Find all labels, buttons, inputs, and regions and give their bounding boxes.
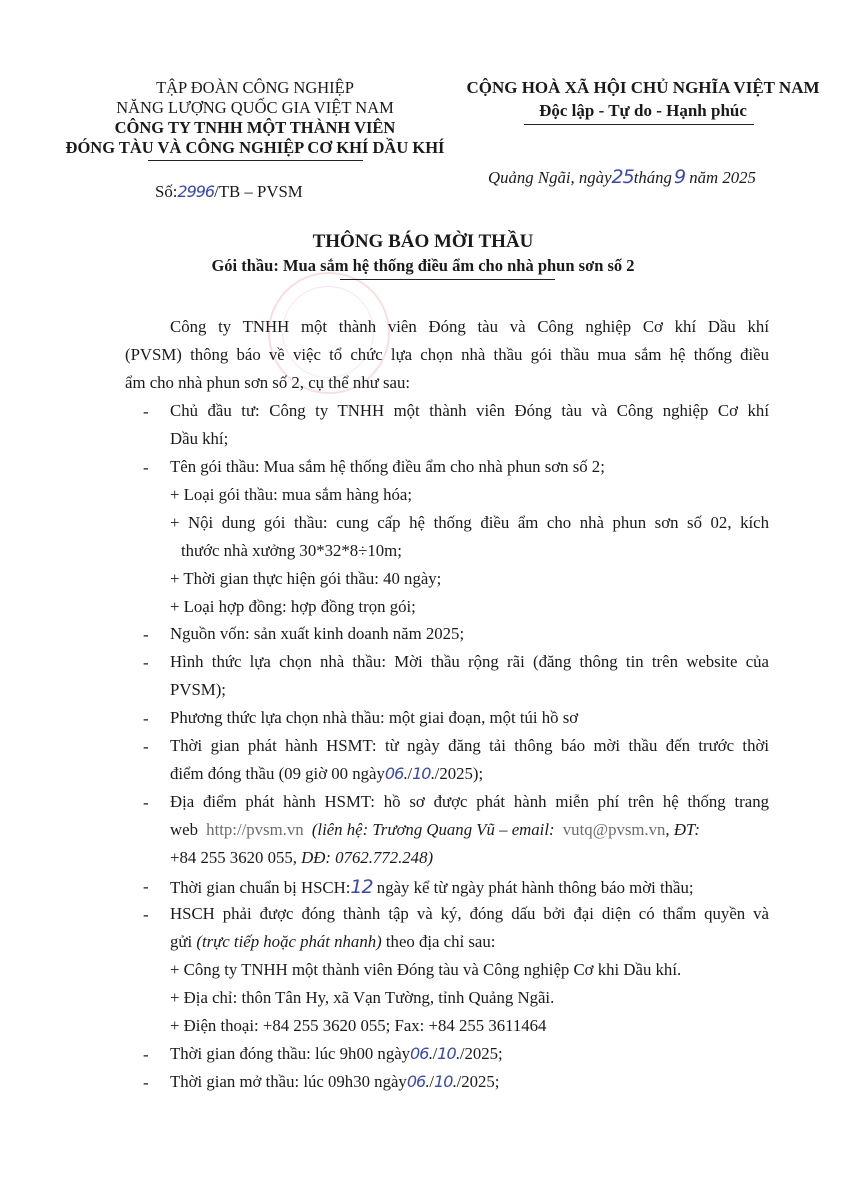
document-number-suffix: /TB – PVSM <box>214 182 303 201</box>
opening-date-year: ./2025; <box>452 1072 500 1091</box>
bullet-dash: - <box>143 653 149 672</box>
national-title: CỘNG HOÀ XÃ HỘI CHỦ NGHĨA VIỆT NAM <box>466 78 820 97</box>
issue-time-line-2 <box>170 764 483 784</box>
submission-send-label: gửi <box>170 932 193 951</box>
closing-date-separator: ./ <box>428 1044 438 1063</box>
national-header <box>448 78 838 121</box>
web-label: web <box>170 820 198 839</box>
org-parent-line2: NĂNG LƯỢNG QUỐC GIA VIỆT NAM <box>116 98 394 117</box>
prep-time-rest: ngày kể từ ngày phát hành thông báo mời thầu; <box>376 878 694 897</box>
org-header-underline <box>148 160 363 161</box>
org-header <box>60 78 450 158</box>
opening-time <box>170 1072 499 1092</box>
contact-text: (liên hệ: Trương Quang Vũ – email: <box>311 820 555 839</box>
selection-form-line-1: Hình thức lựa chọn nhà thầu: Mời thầu rộng rãi (đăng thông tin trên website của <box>170 652 769 671</box>
funding-source: Nguồn vốn: sản xuất kinh doanh năm 2025; <box>170 624 465 643</box>
closing-date-year: ./2025; <box>455 1044 503 1063</box>
opening-date-separator: ./ <box>425 1072 435 1091</box>
date-day-handwritten: 25 <box>611 166 634 188</box>
submission-method: (trực tiếp hoặc phát nhanh) <box>196 932 382 951</box>
org-parent-line1: TẬP ĐOÀN CÔNG NGHIỆP <box>156 78 354 97</box>
bullet-dash: - <box>143 402 149 421</box>
package-type: + Loại gói thầu: mua sắm hàng hóa; <box>170 485 413 504</box>
intro-line-1: Công ty TNHH một thành viên Đóng tàu và Công nghiệp Cơ khí Dầu khí <box>170 317 769 336</box>
contact-phone: +84 255 3620 055, <box>170 848 297 867</box>
contact-mobile: DĐ: 0762.772.248) <box>301 848 434 867</box>
date-month-handwritten: 9 <box>673 166 686 188</box>
prep-days-handwritten: 12 <box>350 876 373 898</box>
document-subtitle: Gói thầu: Mua sắm hệ thống điều ẩm cho nhà phun sơn số 2 <box>211 256 635 275</box>
closing-month-handwritten: 10 <box>437 1044 456 1063</box>
bullet-dash: - <box>143 625 149 644</box>
contact-email-link[interactable]: vutq@pvsm.vn <box>562 820 666 839</box>
document-date <box>488 166 756 188</box>
national-motto: Độc lập - Tự do - Hạnh phúc <box>539 101 747 120</box>
owner-line-1: Chủ đầu tư: Công ty TNHH một thành viên Đóng tàu và Công nghiệp Cơ khí <box>170 401 769 420</box>
opening-time-label: Thời gian mở thầu: lúc 09h30 ngày <box>170 1072 407 1091</box>
package-name: Tên gói thầu: Mua sắm hệ thống điều ẩm cho nhà phun sơn số 2; <box>170 457 605 476</box>
prep-time <box>170 876 694 898</box>
submission-address: + Địa chỉ: thôn Tân Hy, xã Vạn Tường, tỉnh Quảng Ngãi. <box>170 988 555 1007</box>
contact-phone-label: , ĐT: <box>665 820 700 839</box>
issue-place-line-2 <box>170 820 700 840</box>
closing-time <box>170 1044 503 1064</box>
national-motto-underline <box>524 124 754 125</box>
bullet-dash: - <box>143 709 149 728</box>
selection-form-line-2: PVSM); <box>170 680 226 699</box>
date-month-label: tháng <box>633 168 672 187</box>
issue-place-line-3 <box>170 848 433 868</box>
subtitle-underline <box>340 279 555 280</box>
opening-month-handwritten: 10 <box>434 1072 453 1091</box>
bullet-dash: - <box>143 877 149 896</box>
issue-month-handwritten: 10 <box>412 764 431 783</box>
issue-date-separator: ./ <box>403 764 413 783</box>
selection-method: Phương thức lựa chọn nhà thầu: một giai đoạn, một túi hồ sơ <box>170 708 579 727</box>
document-number-prefix: Số: <box>155 182 178 201</box>
intro-line-3: ẩm cho nhà phun sơn số 2, cụ thể như sau: <box>125 373 411 392</box>
submission-company: + Công ty TNHH một thành viên Đóng tàu và Công nghiệp Cơ khi Dầu khí. <box>170 960 682 979</box>
org-company-line2: ĐÓNG TÀU VÀ CÔNG NGHIỆP CƠ KHÍ DẦU KHÍ <box>65 138 445 157</box>
package-content-line-1: + Nội dung gói thầu: cung cấp hệ thống điều ẩm cho nhà phun sơn số 02, kích <box>170 513 769 532</box>
issue-time-text: điểm đóng thầu (09 giờ 00 ngày <box>170 764 385 783</box>
website-link[interactable]: http://pvsm.vn <box>206 820 304 839</box>
submission-line-2 <box>170 932 495 952</box>
document-title: THÔNG BÁO MỜI THẦU <box>312 231 534 252</box>
issue-day-handwritten: 06 <box>384 764 404 783</box>
closing-day-handwritten: 06 <box>410 1044 429 1063</box>
submission-phone-fax: + Điện thoại: +84 255 3620 055; Fax: +84 255 3611464 <box>170 1016 547 1035</box>
bullet-dash: - <box>143 737 149 756</box>
owner-line-2: Dầu khí; <box>170 429 229 448</box>
document-number <box>155 182 303 202</box>
closing-time-label: Thời gian đóng thầu: lúc 9h00 ngày <box>170 1044 411 1063</box>
org-company-line1: CÔNG TY TNHH MỘT THÀNH VIÊN <box>114 118 396 137</box>
submission-address-intro: theo địa chỉ sau: <box>385 932 496 951</box>
date-place: Quảng Ngãi, ngày <box>488 168 612 187</box>
bullet-dash: - <box>143 1073 149 1092</box>
package-content-line-2: thước nhà xưởng 30*32*8÷10m; <box>181 541 402 560</box>
bullet-dash: - <box>143 1045 149 1064</box>
submission-line-1: HSCH phải được đóng thành tập và ký, đóng dấu bởi đại diện có thẩm quyền và <box>170 904 769 923</box>
package-duration: + Thời gian thực hiện gói thầu: 40 ngày; <box>170 569 442 588</box>
issue-date-year: ./2025); <box>430 764 484 783</box>
bullet-dash: - <box>143 905 149 924</box>
issue-place-line-1: Địa điểm phát hành HSMT: hồ sơ được phát hành miễn phí trên hệ thống trang <box>170 792 769 811</box>
prep-time-label: Thời gian chuẩn bị HSCH: <box>170 878 351 897</box>
intro-line-2: (PVSM) thông báo về việc tổ chức lựa chọn nhà thầu gói thầu mua sắm hệ thống điều <box>125 345 769 364</box>
package-contract-type: + Loại hợp đồng: hợp đồng trọn gói; <box>170 597 416 616</box>
document-number-handwritten: 2996 <box>177 182 215 201</box>
bullet-dash: - <box>143 458 149 477</box>
date-year: năm 2025 <box>689 168 756 187</box>
opening-day-handwritten: 06 <box>406 1072 426 1091</box>
bullet-dash: - <box>143 793 149 812</box>
issue-time-line-1: Thời gian phát hành HSMT: từ ngày đăng tải thông báo mời thầu đến trước thời <box>170 736 769 755</box>
